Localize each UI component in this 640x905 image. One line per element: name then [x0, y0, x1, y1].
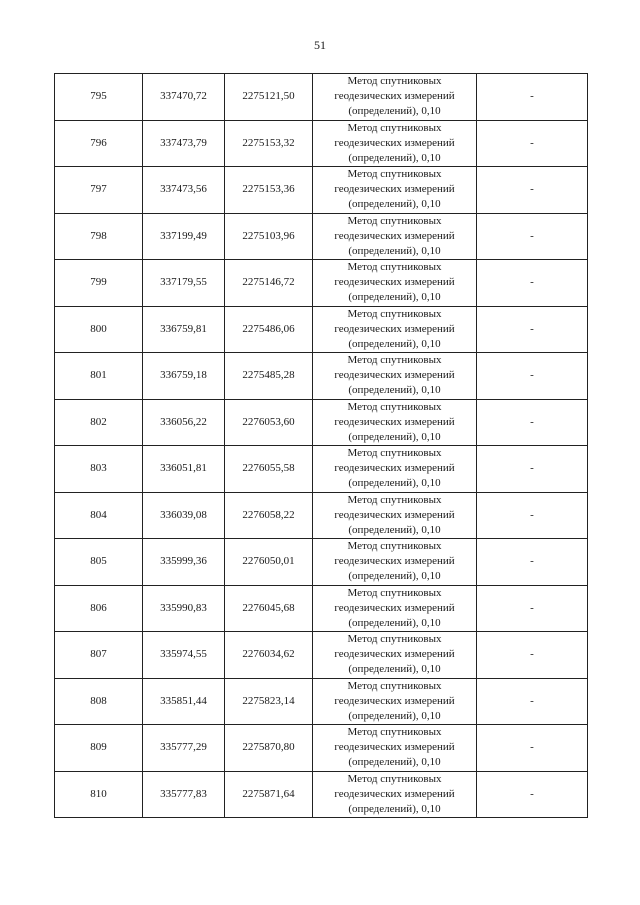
table-row	[55, 213, 588, 260]
point-number-cell: 803	[55, 446, 143, 493]
method-line: (определений), 0,10	[348, 291, 441, 304]
method-cell	[313, 492, 477, 539]
method-line: (определений), 0,10	[348, 802, 441, 815]
method-cell	[313, 74, 477, 121]
method-line: Метод спутниковых	[347, 772, 442, 785]
method-line: Метод спутниковых	[347, 447, 442, 460]
x-coordinate-cell: 337473,56	[143, 167, 225, 214]
point-number-cell: 804	[55, 492, 143, 539]
point-number-cell: 807	[55, 632, 143, 679]
method-cell	[313, 771, 477, 818]
method-line: (определений), 0,10	[348, 570, 441, 583]
description-cell: -	[477, 539, 588, 586]
method-line: геодезических измерений	[334, 741, 455, 754]
table-row	[55, 353, 588, 400]
method-line: Метод спутниковых	[347, 586, 442, 599]
method-line: (определений), 0,10	[348, 244, 441, 257]
method-cell	[313, 585, 477, 632]
method-cell	[313, 120, 477, 167]
x-coordinate-cell: 337199,49	[143, 213, 225, 260]
method-line: геодезических измерений	[334, 322, 455, 335]
method-cell	[313, 678, 477, 725]
y-coordinate-cell: 2275121,50	[225, 74, 313, 121]
method-line: Метод спутниковых	[347, 400, 442, 413]
table-row	[55, 74, 588, 121]
method-line: геодезических измерений	[334, 369, 455, 382]
method-line: Метод спутниковых	[347, 540, 442, 553]
y-coordinate-cell: 2275153,36	[225, 167, 313, 214]
point-number-cell: 799	[55, 260, 143, 307]
coordinates-table	[54, 73, 588, 818]
method-line: Метод спутниковых	[347, 307, 442, 320]
table-row	[55, 539, 588, 586]
y-coordinate-cell: 2276053,60	[225, 399, 313, 446]
description-cell: -	[477, 585, 588, 632]
method-line: (определений), 0,10	[348, 384, 441, 397]
point-number-cell: 810	[55, 771, 143, 818]
table-row	[55, 446, 588, 493]
point-number-cell: 796	[55, 120, 143, 167]
method-line: геодезических измерений	[334, 229, 455, 242]
method-cell	[313, 167, 477, 214]
method-line: (определений), 0,10	[348, 151, 441, 164]
table-row	[55, 399, 588, 446]
x-coordinate-cell: 335974,55	[143, 632, 225, 679]
method-line: Метод спутниковых	[347, 121, 442, 134]
method-line: Метод спутниковых	[347, 214, 442, 227]
y-coordinate-cell: 2276045,68	[225, 585, 313, 632]
method-line: Метод спутниковых	[347, 679, 442, 692]
description-cell: -	[477, 213, 588, 260]
x-coordinate-cell: 335777,83	[143, 771, 225, 818]
method-line: геодезических измерений	[334, 276, 455, 289]
y-coordinate-cell: 2276050,01	[225, 539, 313, 586]
x-coordinate-cell: 337179,55	[143, 260, 225, 307]
method-line: (определений), 0,10	[348, 430, 441, 443]
description-cell: -	[477, 492, 588, 539]
point-number-cell: 801	[55, 353, 143, 400]
method-line: геодезических измерений	[334, 787, 455, 800]
method-cell	[313, 725, 477, 772]
table-row	[55, 678, 588, 725]
method-line: (определений), 0,10	[348, 663, 441, 676]
method-line: (определений), 0,10	[348, 105, 441, 118]
method-line: (определений), 0,10	[348, 337, 441, 350]
method-cell	[313, 399, 477, 446]
method-cell	[313, 539, 477, 586]
y-coordinate-cell: 2275823,14	[225, 678, 313, 725]
y-coordinate-cell: 2275103,96	[225, 213, 313, 260]
description-cell: -	[477, 725, 588, 772]
method-line: геодезических измерений	[334, 648, 455, 661]
method-line: геодезических измерений	[334, 415, 455, 428]
description-cell: -	[477, 353, 588, 400]
method-cell	[313, 306, 477, 353]
table-row	[55, 120, 588, 167]
x-coordinate-cell: 336759,81	[143, 306, 225, 353]
method-line: (определений), 0,10	[348, 756, 441, 769]
coordinates-table-body	[55, 74, 588, 818]
method-line: Метод спутниковых	[347, 75, 442, 88]
method-line: геодезических измерений	[334, 136, 455, 149]
method-line: (определений), 0,10	[348, 477, 441, 490]
point-number-cell: 808	[55, 678, 143, 725]
point-number-cell: 797	[55, 167, 143, 214]
method-cell	[313, 213, 477, 260]
description-cell: -	[477, 120, 588, 167]
y-coordinate-cell: 2275871,64	[225, 771, 313, 818]
x-coordinate-cell: 337470,72	[143, 74, 225, 121]
table-row	[55, 492, 588, 539]
x-coordinate-cell: 336039,08	[143, 492, 225, 539]
description-cell: -	[477, 632, 588, 679]
y-coordinate-cell: 2275486,06	[225, 306, 313, 353]
x-coordinate-cell: 335777,29	[143, 725, 225, 772]
point-number-cell: 805	[55, 539, 143, 586]
x-coordinate-cell: 335851,44	[143, 678, 225, 725]
method-line: Метод спутниковых	[347, 354, 442, 367]
y-coordinate-cell: 2275485,28	[225, 353, 313, 400]
x-coordinate-cell: 336051,81	[143, 446, 225, 493]
point-number-cell: 806	[55, 585, 143, 632]
description-cell: -	[477, 260, 588, 307]
x-coordinate-cell: 335999,36	[143, 539, 225, 586]
method-line: геодезических измерений	[334, 462, 455, 475]
table-row	[55, 167, 588, 214]
description-cell: -	[477, 678, 588, 725]
method-line: (определений), 0,10	[348, 709, 441, 722]
table-row	[55, 771, 588, 818]
method-line: Метод спутниковых	[347, 726, 442, 739]
method-line: (определений), 0,10	[348, 198, 441, 211]
method-line: геодезических измерений	[334, 694, 455, 707]
method-line: (определений), 0,10	[348, 616, 441, 629]
description-cell: -	[477, 399, 588, 446]
description-cell: -	[477, 446, 588, 493]
method-line: Метод спутниковых	[347, 168, 442, 181]
method-cell	[313, 260, 477, 307]
y-coordinate-cell: 2275870,80	[225, 725, 313, 772]
method-line: Метод спутниковых	[347, 261, 442, 274]
x-coordinate-cell: 336759,18	[143, 353, 225, 400]
table-row	[55, 725, 588, 772]
method-line: (определений), 0,10	[348, 523, 441, 536]
method-line: Метод спутниковых	[347, 493, 442, 506]
y-coordinate-cell: 2275146,72	[225, 260, 313, 307]
x-coordinate-cell: 335990,83	[143, 585, 225, 632]
method-cell	[313, 446, 477, 493]
point-number-cell: 798	[55, 213, 143, 260]
method-cell	[313, 353, 477, 400]
table-row	[55, 632, 588, 679]
method-line: Метод спутниковых	[347, 633, 442, 646]
method-line: геодезических измерений	[334, 90, 455, 103]
x-coordinate-cell: 337473,79	[143, 120, 225, 167]
table-row	[55, 585, 588, 632]
method-line: геодезических измерений	[334, 183, 455, 196]
point-number-cell: 809	[55, 725, 143, 772]
table-row	[55, 306, 588, 353]
page-number: 51	[314, 38, 326, 52]
y-coordinate-cell: 2276055,58	[225, 446, 313, 493]
method-line: геодезических измерений	[334, 601, 455, 614]
method-line: геодезических измерений	[334, 508, 455, 521]
point-number-cell: 795	[55, 74, 143, 121]
method-line: геодезических измерений	[334, 555, 455, 568]
y-coordinate-cell: 2275153,32	[225, 120, 313, 167]
point-number-cell: 800	[55, 306, 143, 353]
table-row	[55, 260, 588, 307]
description-cell: -	[477, 167, 588, 214]
point-number-cell: 802	[55, 399, 143, 446]
y-coordinate-cell: 2276034,62	[225, 632, 313, 679]
description-cell: -	[477, 74, 588, 121]
x-coordinate-cell: 336056,22	[143, 399, 225, 446]
method-cell	[313, 632, 477, 679]
description-cell: -	[477, 306, 588, 353]
description-cell: -	[477, 771, 588, 818]
y-coordinate-cell: 2276058,22	[225, 492, 313, 539]
